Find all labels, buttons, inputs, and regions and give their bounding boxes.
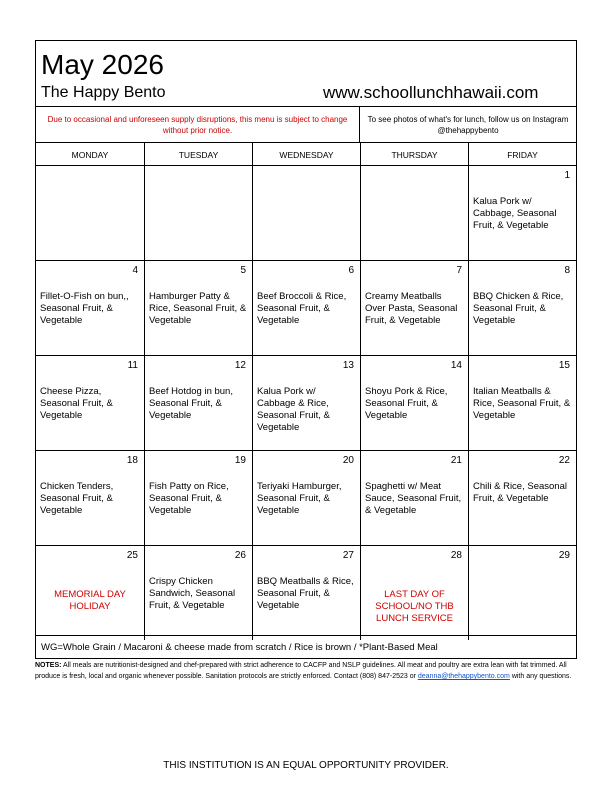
- calendar-grid: [36, 165, 576, 640]
- meal-description: Kalua Pork w/ Cabbage, Seasonal Fruit, & Vegetable: [473, 196, 557, 231]
- day-cell: [469, 356, 576, 450]
- calendar-header: [36, 41, 576, 106]
- calendar-week-row: [36, 165, 576, 260]
- day-number: 11: [127, 360, 138, 371]
- day-number: 7: [456, 265, 462, 276]
- meal-description: Cheese Pizza, Seasonal Fruit, & Vegetable: [40, 386, 113, 421]
- website-url: www.schoollunchhawaii.com: [323, 83, 539, 102]
- day-cell: [253, 166, 361, 260]
- weekday-thursday: THURSDAY: [361, 143, 469, 166]
- day-cell: [36, 356, 145, 450]
- day-number: 5: [240, 265, 246, 276]
- meal-description: Fish Patty on Rice, Seasonal Fruit, & Vegetable: [149, 481, 229, 516]
- notes-section: [35, 660, 577, 682]
- weekday-monday: MONDAY: [36, 143, 145, 166]
- day-cell: [469, 166, 576, 260]
- weekday-friday: FRIDAY: [507, 149, 538, 160]
- menu-legend: WG=Whole Grain / Macaroni & cheese made from scratch / Rice is brown / *Plant-Based Meal: [36, 635, 576, 658]
- day-number: 25: [126, 550, 138, 561]
- day-number: 27: [342, 550, 354, 561]
- day-cell: [145, 356, 253, 450]
- notes-label: NOTES:: [35, 662, 62, 669]
- meal-description: Italian Meatballs & Rice, Seasonal Fruit, & Vegetable: [473, 386, 571, 421]
- meal-description: Kalua Pork w/ Cabbage & Rice, Seasonal Fruit, & Vegetable: [257, 386, 330, 433]
- day-cell: [253, 546, 361, 640]
- meal-description: BBQ Chicken & Rice, Seasonal Fruit, & Vegetable: [473, 291, 564, 326]
- day-cell: [36, 451, 145, 545]
- day-number: 18: [126, 455, 138, 466]
- day-cell: [145, 166, 253, 260]
- calendar-week-row: [36, 260, 576, 355]
- month-title: May 2026: [41, 49, 164, 80]
- meal-description: Beef Hotdog in bun, Seasonal Fruit, & Vegetable: [149, 386, 233, 421]
- notes-text: All meals are nutritionist-designed and chef-prepared with strict adherence to CACFP and NSLP guidelines. All meat and poultry are extra lean with fat trimmed. All produce is fresh, local and organic whenever possible. Sanitation protocols are strictly enforced. Contact (808) 847-2523 or: [35, 662, 567, 680]
- meal-description: Crispy Chicken Sandwich, Seasonal Fruit, & Vegetable: [149, 576, 236, 611]
- day-number: 19: [234, 455, 246, 466]
- meal-description: Shoyu Pork & Rice, Seasonal Fruit, & Vegetable: [365, 386, 448, 421]
- day-cell: [361, 546, 469, 640]
- day-number: 12: [234, 360, 246, 371]
- day-number: 15: [558, 360, 570, 371]
- meal-description: Beef Broccoli & Rice, Seasonal Fruit, & Vegetable: [257, 291, 347, 326]
- supply-disruption-notice: Due to occasional and unforeseen supply disruptions, this menu is subject to change without prior notice.: [36, 107, 360, 143]
- day-number: 6: [348, 265, 354, 276]
- calendar-week-row: [36, 450, 576, 545]
- weekday-header-row: [36, 142, 576, 166]
- day-number: 26: [234, 550, 246, 561]
- meal-description: Chicken Tenders, Seasonal Fruit, & Vegetable: [40, 481, 114, 516]
- notes-tail: with any questions.: [511, 673, 572, 680]
- day-cell: [36, 261, 145, 355]
- menu-calendar: [35, 40, 577, 659]
- day-cell: [253, 451, 361, 545]
- meal-description: Spaghetti w/ Meat Sauce, Seasonal Fruit, & Vegetable: [365, 481, 462, 516]
- day-number: 1: [564, 170, 570, 181]
- meal-description: Teriyaki Hamburger, Seasonal Fruit, & Vegetable: [257, 481, 342, 516]
- day-cell: [145, 261, 253, 355]
- instagram-notice: To see photos of what's for lunch, follow us on Instagram @thehappybento: [367, 115, 569, 135]
- day-number: 29: [558, 550, 570, 561]
- meal-description: Hamburger Patty & Rice, Seasonal Fruit, & Vegetable: [149, 291, 247, 326]
- day-cell: [36, 546, 145, 640]
- day-cell: [469, 546, 576, 640]
- day-number: 28: [450, 550, 462, 561]
- school-name: The Happy Bento: [41, 84, 166, 101]
- meal-description: Fillet-O-Fish on bun,, Seasonal Fruit, & Vegetable: [40, 291, 129, 326]
- day-number: 13: [342, 360, 354, 371]
- day-cell: [361, 166, 469, 260]
- day-number: 22: [558, 455, 570, 466]
- day-number: 20: [342, 455, 354, 466]
- day-number: 8: [564, 265, 570, 276]
- day-number: 4: [132, 265, 138, 276]
- holiday-notice: MEMORIAL DAY HOLIDAY: [54, 589, 126, 612]
- weekday-wednesday: WEDNESDAY: [253, 143, 361, 166]
- weekday-tuesday: TUESDAY: [145, 143, 253, 166]
- calendar-week-row: [36, 355, 576, 450]
- meal-description: Chili & Rice, Seasonal Fruit, & Vegetable: [473, 481, 567, 504]
- calendar-week-row: [36, 545, 576, 640]
- day-number: 21: [450, 455, 462, 466]
- day-number: 14: [450, 360, 462, 371]
- day-cell: [145, 546, 253, 640]
- day-cell: [469, 261, 576, 355]
- day-cell: [361, 356, 469, 450]
- notice-row: [36, 106, 576, 143]
- day-cell: [361, 451, 469, 545]
- day-cell: [361, 261, 469, 355]
- day-cell: [145, 451, 253, 545]
- day-cell: [36, 166, 145, 260]
- equal-opportunity-footer: THIS INSTITUTION IS AN EQUAL OPPORTUNITY PROVIDER.: [163, 760, 449, 771]
- day-cell: [253, 356, 361, 450]
- day-cell: [469, 451, 576, 545]
- day-cell: [253, 261, 361, 355]
- meal-description: Creamy Meatballs Over Pasta, Seasonal Fruit, & Vegetable: [365, 291, 458, 326]
- meal-description: BBQ Meatballs & Rice, Seasonal Fruit, & Vegetable: [257, 576, 354, 611]
- contact-email-link[interactable]: deanna@thehappybento.com: [417, 673, 510, 680]
- holiday-notice: LAST DAY OF SCHOOL/NO THB LUNCH SERVICE: [375, 589, 454, 624]
